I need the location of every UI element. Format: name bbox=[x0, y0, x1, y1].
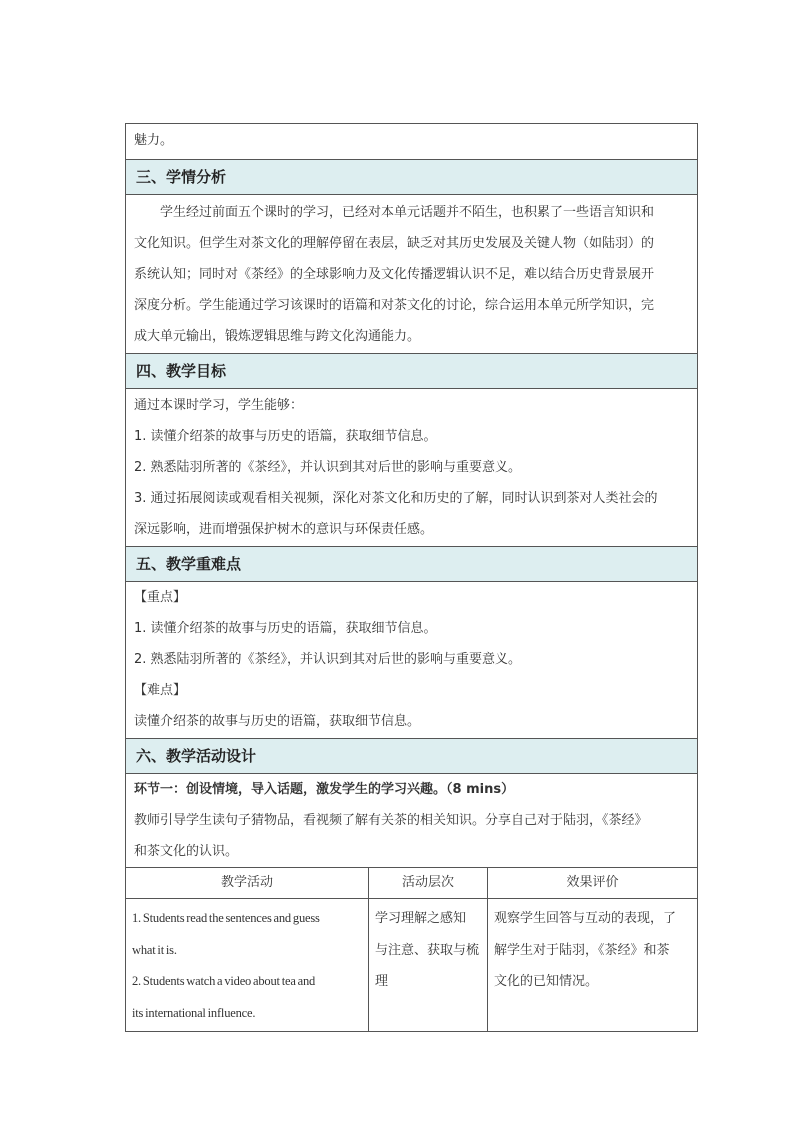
key-point-item: 1. 读懂介绍茶的故事与历史的语篇，获取细节信息。 bbox=[134, 621, 437, 636]
step-1-line: 教师引导学生读句子猜物品，看视频了解有关茶的相关知识。分享自己对于陆羽，《茶经》 bbox=[134, 813, 648, 828]
section-4-body bbox=[126, 389, 697, 547]
objective-item: 深远影响，进而增强保护树木的意识与环保责任感。 bbox=[134, 522, 434, 537]
section-4-title: 四、教学目标 bbox=[136, 362, 227, 380]
objective-item: 1. 读懂介绍茶的故事与历史的语篇，获取细节信息。 bbox=[134, 429, 437, 444]
activity-table bbox=[126, 868, 697, 1031]
difficult-point-item: 读懂介绍茶的故事与历史的语篇，获取细节信息。 bbox=[134, 714, 421, 729]
paragraph-line: 深度分析。学生能通过学习该课时的语篇和对茶文化的讨论，综合运用本单元所学知识，完 bbox=[134, 298, 655, 313]
objectives-lead: 通过本课时学习，学生能够： bbox=[134, 398, 304, 413]
cell-line: 解学生对于陆羽，《茶经》和茶 bbox=[494, 942, 670, 958]
header-activity-level: 活动层次 bbox=[369, 868, 488, 899]
header-teaching-activity: 教学活动 bbox=[126, 868, 369, 899]
header-effect-evaluation: 效果评价 bbox=[488, 868, 698, 899]
section-3-header bbox=[126, 160, 697, 195]
activity-table-row bbox=[126, 868, 697, 1031]
effect-evaluation-cell bbox=[488, 899, 698, 1032]
table-row bbox=[126, 899, 697, 1032]
paragraph-line: 学生经过前面五个课时的学习，已经对本单元话题并不陌生，也积累了一些语言知识和 bbox=[160, 205, 655, 220]
section-5-body bbox=[126, 582, 697, 739]
cell-line: 文化的已知情况。 bbox=[494, 974, 599, 989]
cell-line: its international influence. bbox=[132, 1005, 256, 1020]
key-points-label: 【重点】 bbox=[134, 590, 187, 605]
section-4-header bbox=[126, 354, 697, 389]
objective-item: 3. 通过拓展阅读或观看相关视频，深化对茶文化和历史的了解，同时认识到茶对人类社会的 bbox=[134, 491, 658, 506]
cell-line: what it is. bbox=[132, 942, 177, 957]
step-1-line: 和茶文化的认识。 bbox=[134, 844, 239, 859]
cell-line: 1. Students read the sentences and guess bbox=[132, 911, 320, 925]
objective-item: 2. 熟悉陆羽所著的《茶经》，并认识到其对后世的影响与重要意义。 bbox=[134, 460, 522, 475]
cell-line: 学习理解之感知 bbox=[375, 911, 467, 926]
section-6-header bbox=[126, 739, 697, 774]
paragraph-line: 文化知识。但学生对茶文化的理解停留在表层，缺乏对其历史发展及关键人物（如陆羽）的 bbox=[134, 236, 655, 251]
section-5-title: 五、教学重难点 bbox=[136, 555, 242, 573]
cell-line: 与注意、获取与梳 bbox=[375, 942, 480, 958]
difficult-points-label: 【难点】 bbox=[134, 683, 187, 698]
paragraph-line: 系统认知；同时对《茶经》的全球影响力及文化传播逻辑认识不足，难以结合历史背景展开 bbox=[134, 267, 655, 282]
intro-text: 魅力。 bbox=[134, 133, 174, 148]
section-3-body bbox=[126, 195, 697, 354]
step-1-title: 环节一：创设情境，导入话题，激发学生的学习兴趣。（8 mins） bbox=[134, 782, 515, 797]
activity-table-header bbox=[126, 868, 697, 899]
activity-level-cell bbox=[369, 899, 488, 1032]
teaching-activity-cell bbox=[126, 899, 369, 1032]
section-3-title: 三、学情分析 bbox=[136, 168, 227, 186]
cell-line: 2. Students watch a video about tea and bbox=[132, 974, 316, 988]
cell-line: 理 bbox=[375, 974, 389, 989]
intro-row bbox=[126, 124, 697, 160]
section-5-header bbox=[126, 547, 697, 582]
cell-line: 观察学生回答与互动的表现，了 bbox=[494, 911, 677, 926]
paragraph-line: 成大单元输出，锻炼逻辑思维与跨文化沟通能力。 bbox=[134, 329, 421, 344]
key-point-item: 2. 熟悉陆羽所著的《茶经》，并认识到其对后世的影响与重要意义。 bbox=[134, 652, 522, 667]
step-1-intro bbox=[126, 774, 697, 868]
section-6-title: 六、教学活动设计 bbox=[136, 747, 257, 765]
lesson-plan-table bbox=[125, 123, 698, 1032]
